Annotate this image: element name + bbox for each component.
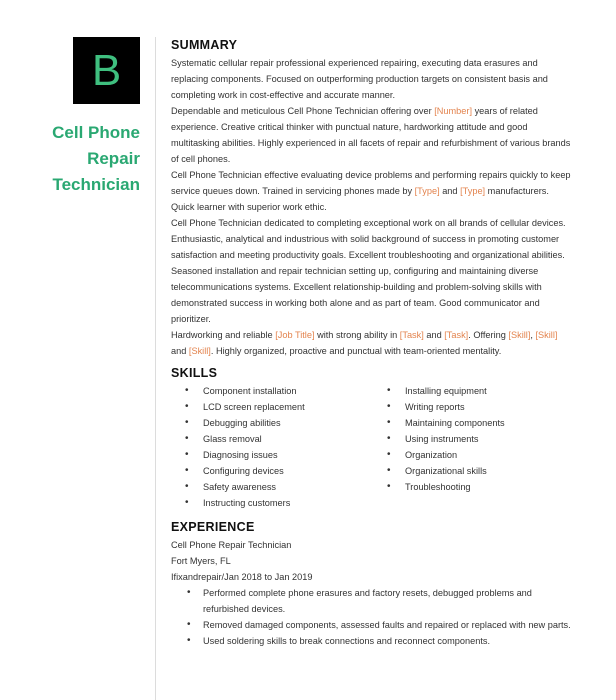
title-line: Repair xyxy=(87,149,140,168)
summary-text: , xyxy=(530,330,536,340)
title-line: Technician xyxy=(52,175,140,194)
summary-text: Hardworking and reliable xyxy=(171,330,276,340)
skill-item: • Debugging abilities xyxy=(171,415,373,431)
summary-text: Systematic cellular repair professional experienced repairing, executing data erasures and replacing components. Focused on outperforming production targets on consistent basis and completing work in cost-effective and accurate manner. xyxy=(171,58,548,100)
skill-item: • Writing reports xyxy=(373,399,505,415)
summary-text: manufacturers. Quick learner with superior work ethic. xyxy=(171,186,549,212)
summary-text: . Highly organized, proactive and punctual with team-oriented mentality. xyxy=(210,346,502,356)
job-title: Cell Phone Repair Technician xyxy=(171,540,292,550)
placeholder-text: [Type] xyxy=(414,186,440,196)
skill-item: • Installing equipment xyxy=(373,383,505,399)
summary-text: Dependable and meticulous Cell Phone Technician offering over xyxy=(171,106,435,116)
summary-text: years of related experience. Creative critical thinker with punctual nature, hardworking attitude and good multitasking abilities. Highly experienced in all facets of repair and refurbishment of various brands of cell phones. xyxy=(171,106,571,164)
skill-item: • Organizational skills xyxy=(373,463,505,479)
placeholder-text: [Skill] xyxy=(535,330,558,340)
placeholder-text: [Task] xyxy=(444,330,469,340)
skills-heading: SKILLS xyxy=(171,366,218,380)
skill-item: • Safety awareness xyxy=(171,479,373,495)
skill-item: • Troubleshooting xyxy=(373,479,505,495)
monogram-initial: B xyxy=(91,45,122,95)
summary-text: Cell Phone Technician dedicated to completing exceptional work on all brands of cellular devices. Enthusiastic, analytical and industrious with solid background of success in promoting customer satisfaction and meeting productivity goals. Excellent troubleshooting and organizational abilities. xyxy=(171,218,566,260)
summary-text: Seasoned installation and repair technician setting up, configuring and maintaining diverse telecommunications systems. Excellent relationship-building and problem-solving skills with demonstrated success in working both alone and as part of team. Good communicator and prioritizer. xyxy=(171,266,542,324)
skill-item: • Using instruments xyxy=(373,431,505,447)
vertical-divider xyxy=(155,37,156,700)
summary-paragraph xyxy=(171,55,571,103)
experience-bullet: • Performed complete phone erasures and factory resets, debugged problems and refurbished devices. xyxy=(171,585,571,617)
skill-item: • LCD screen replacement xyxy=(171,399,373,415)
placeholder-text: [Skill] xyxy=(188,346,211,356)
experience-bullet: • Used soldering skills to break connections and reconnect components. xyxy=(171,633,571,649)
job-company-dates: Ifixandrepair/Jan 2018 to Jan 2019 xyxy=(171,572,313,582)
title-line: Cell Phone xyxy=(52,123,140,142)
skills-column-right xyxy=(373,383,505,511)
skill-item: • Glass removal xyxy=(171,431,373,447)
placeholder-text: [Job Title] xyxy=(275,330,315,340)
resume-body xyxy=(171,38,571,649)
skill-item: • Component installation xyxy=(171,383,373,399)
summary-paragraph xyxy=(171,103,571,167)
experience-bullet: • Removed damaged components, assessed faults and repaired or replaced with new parts. xyxy=(171,617,571,633)
job-location: Fort Myers, FL xyxy=(171,556,231,566)
candidate-title xyxy=(52,120,140,198)
skill-item: • Diagnosing issues xyxy=(171,447,373,463)
summary-section xyxy=(171,38,571,359)
placeholder-text: [Skill] xyxy=(508,330,531,340)
skill-item: • Configuring devices xyxy=(171,463,373,479)
placeholder-text: [Number] xyxy=(434,106,473,116)
monogram-badge xyxy=(73,37,140,104)
summary-paragraph xyxy=(171,215,571,263)
summary-paragraph xyxy=(171,327,571,359)
summary-text: and xyxy=(171,346,189,356)
job-bullets xyxy=(171,585,571,649)
experience-entry xyxy=(171,537,571,649)
experience-section xyxy=(171,520,571,649)
placeholder-text: [Task] xyxy=(399,330,424,340)
skill-item: • Instructing customers xyxy=(171,495,373,511)
summary-text: . Offering xyxy=(468,330,509,340)
skills-list xyxy=(171,383,571,511)
skills-section xyxy=(171,366,571,511)
summary-text: with strong ability in xyxy=(314,330,400,340)
summary-heading: SUMMARY xyxy=(171,38,238,52)
summary-text: Cell Phone Technician effective evaluating device problems and performing repairs quickly to keep service queues down. Trained in servicing phones made by xyxy=(171,170,571,196)
summary-text: and xyxy=(423,330,445,340)
summary-text: and xyxy=(439,186,461,196)
experience-heading: EXPERIENCE xyxy=(171,520,255,534)
summary-body xyxy=(171,55,571,359)
summary-paragraph xyxy=(171,167,571,215)
summary-paragraph xyxy=(171,263,571,327)
skill-item: • Organization xyxy=(373,447,505,463)
skills-column-left xyxy=(171,383,373,511)
skill-item: • Maintaining components xyxy=(373,415,505,431)
placeholder-text: [Type] xyxy=(460,186,486,196)
